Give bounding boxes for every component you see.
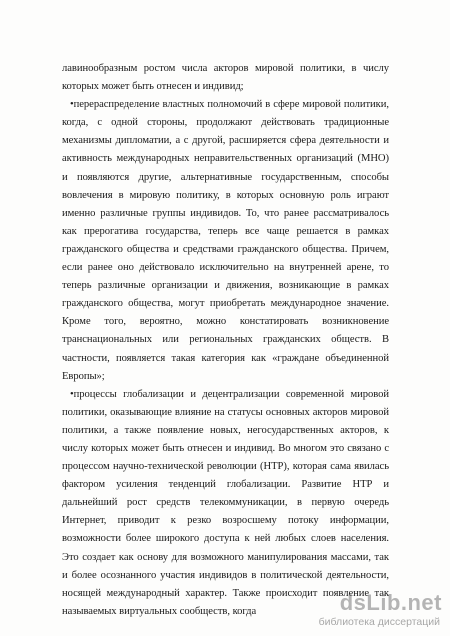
watermark-caption: библиотека диссертаций [318,616,440,628]
document-body [62,60,389,621]
paragraph-redistribution: •перераспределение властных полномочий в сфере мировой политики, когда, с одной стороны, продолжают действовать традиционные механизмы дипломатии, а с другой, расширяется сфера деятельности и активность международных неправительственных организаций (МНО) и появляются другие, альтернативные государственным, способы вовлечения в мировую политику, в которых основную роль играют именно различные группы индивидов. То, что ранее рассматривалось как прерогатива государства, теперь все чаще решается в рамках гражданского общества и средствами гражданского общества. Причем, если ранее оно действовало исключительно на внутренней арене, то теперь различные организации и движения, возникающие в рамках гражданского общества, могут приобретать международное значение. Кроме того, вероятно, можно констатировать возникновение транснациональных или региональных гражданских обществ. В частности, появляется такая категория как «граждане объединенной Европы»; [62,99,389,382]
watermark-logo: dsLib.net [339,590,442,615]
watermark [310,590,442,630]
paragraph-globalization: •процессы глобализации и децентрализации современной мировой политики, оказывающие влияние на статусы основных акторов мировой политики, а также появление новых, негосударственных акторов, к числу которых может быть отнесен и индивид. Во многом это связано с процессом научно-технической революции (НТР), которая сама явилась фактором усиления тенденций глобализации. Развитие НТР и дальнейший рост средств телекоммуникации, в первую очередь Интернет, приводит к резко возросшему потоку информации, возможности более широкого доступа к ней любых слоев населения. Это создает как основу для возможного манипулирования массами, так и более осознанного участия индивидов в политической деятельности, носящей международный характер. Также происходит появление так называемых виртуальных сообществ, когда [62,388,389,617]
paragraph-continuation: лавинообразным ростом числа акторов мировой политики, в числу которых может быть отнесен и индивид; [62,63,389,93]
